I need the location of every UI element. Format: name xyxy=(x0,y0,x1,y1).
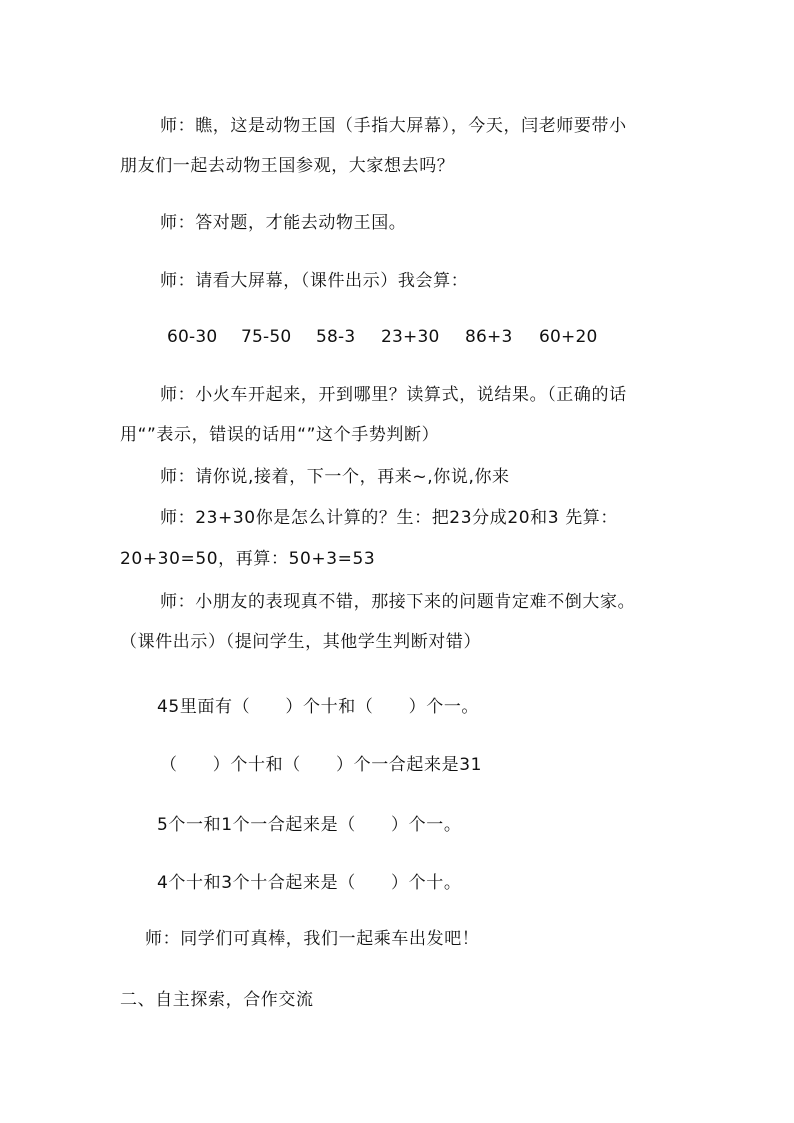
expression-item: 58-3 xyxy=(316,327,356,347)
paragraph-praise-line2: （课件出示）（提问学生，其他学生判断对错） xyxy=(120,632,482,652)
expression-item: 86+3 xyxy=(465,327,513,347)
section-heading: 二、自主探索，合作交流 xyxy=(120,990,314,1010)
paragraph-train-line2: 用“”表示，错误的话用“”这个手势判断） xyxy=(120,425,440,445)
paragraph-next-speaker: 师：请你说,接着，下一个，再来~,你说,你来 xyxy=(160,467,510,487)
paragraph-train-line1: 师：小火车开起来，开到哪里？读算式，说结果。（正确的话 xyxy=(160,385,627,405)
expression-item: 23+30 xyxy=(381,327,440,347)
paragraph-calculation-line2: 20+30=50，再算：50+3=53 xyxy=(120,549,376,569)
paragraph-depart: 师：同学们可真棒，我们一起乘车出发吧！ xyxy=(145,929,480,949)
expression-item: 60-30 xyxy=(167,327,218,347)
expression-item: 60+20 xyxy=(539,327,598,347)
question-tens-ones-45: 45里面有（ ）个十和（ ）个一。 xyxy=(157,697,480,717)
paragraph-praise-line1: 师：小朋友的表现真不错，那接下来的问题肯定难不倒大家。 xyxy=(160,592,636,612)
paragraph-intro-line2: 朋友们一起去动物王国参观，大家想去吗？ xyxy=(120,156,455,176)
paragraph-answer-question: 师：答对题，才能去动物王国。 xyxy=(160,213,407,233)
expression-item: 75-50 xyxy=(241,327,292,347)
question-combine-31: （ ）个十和（ ）个一合起来是31 xyxy=(160,755,483,775)
question-tens-sum: 4个十和3个十合起来是（ ）个十。 xyxy=(157,873,462,893)
paragraph-look-screen: 师：请看大屏幕，（课件出示）我会算： xyxy=(160,271,469,291)
paragraph-calculation-line1: 师：23+30你是怎么计算的？生：把23分成20和3 先算： xyxy=(160,508,618,528)
question-ones-sum: 5个一和1个一合起来是（ ）个一。 xyxy=(157,815,462,835)
paragraph-intro-line1: 师：瞧，这是动物王国（手指大屏幕），今天，闫老师要带小 xyxy=(160,116,627,136)
